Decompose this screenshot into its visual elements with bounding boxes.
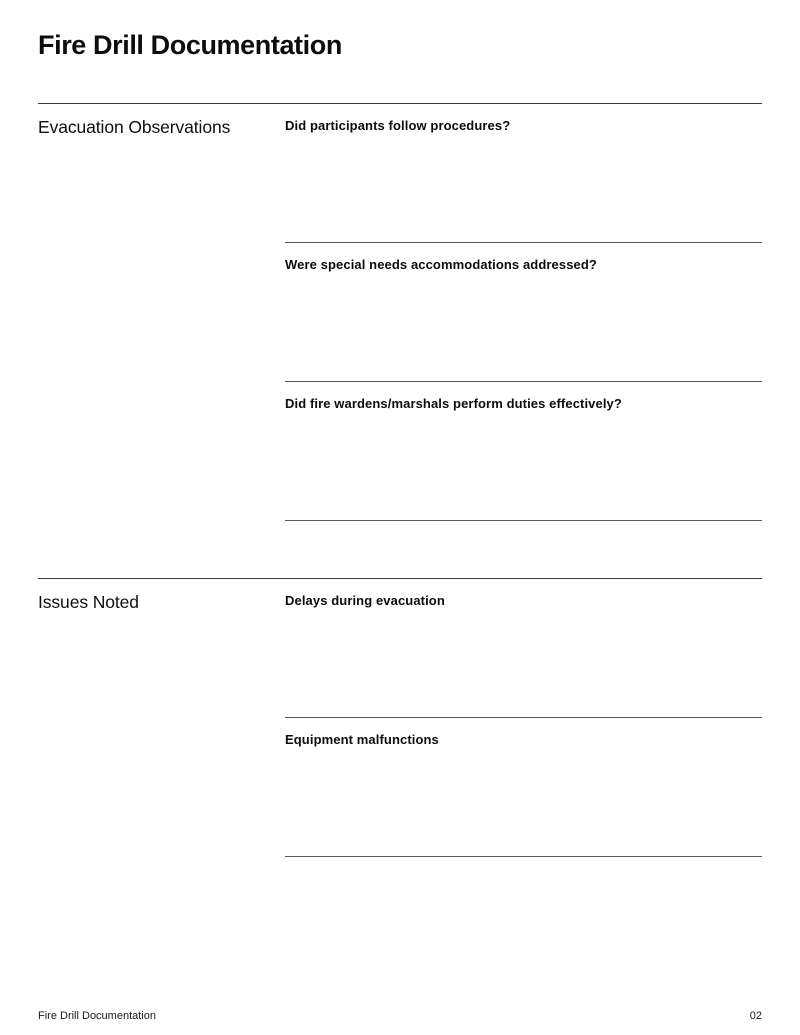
- footer-document-title: Fire Drill Documentation: [38, 1010, 156, 1022]
- question-label: Did fire wardens/marshals perform duties effectively?: [285, 396, 622, 411]
- answer-field[interactable]: [285, 273, 762, 382]
- form-field: [285, 243, 762, 382]
- answer-field[interactable]: [285, 412, 762, 521]
- form-field: [285, 382, 762, 521]
- section-label: Evacuation Observations: [38, 117, 231, 137]
- field-group: [285, 579, 762, 857]
- field-group: [285, 104, 762, 521]
- answer-field[interactable]: [285, 134, 762, 243]
- footer-page-number: 02: [749, 1010, 762, 1022]
- question-label: Were special needs accommodations addressed?: [285, 257, 597, 272]
- question-label: Did participants follow procedures?: [285, 118, 511, 133]
- question-label: Delays during evacuation: [285, 593, 445, 608]
- page-title: Fire Drill Documentation: [38, 30, 342, 60]
- answer-field[interactable]: [285, 609, 762, 718]
- question-label: Equipment malfunctions: [285, 732, 439, 747]
- section-issues-noted: [38, 578, 762, 857]
- form-field: [285, 718, 762, 857]
- answer-field[interactable]: [285, 748, 762, 857]
- section-label: Issues Noted: [38, 592, 139, 612]
- section-evacuation-observations: [38, 103, 762, 521]
- form-field: [285, 104, 762, 243]
- form-field: [285, 579, 762, 718]
- page-footer: [38, 1010, 762, 1022]
